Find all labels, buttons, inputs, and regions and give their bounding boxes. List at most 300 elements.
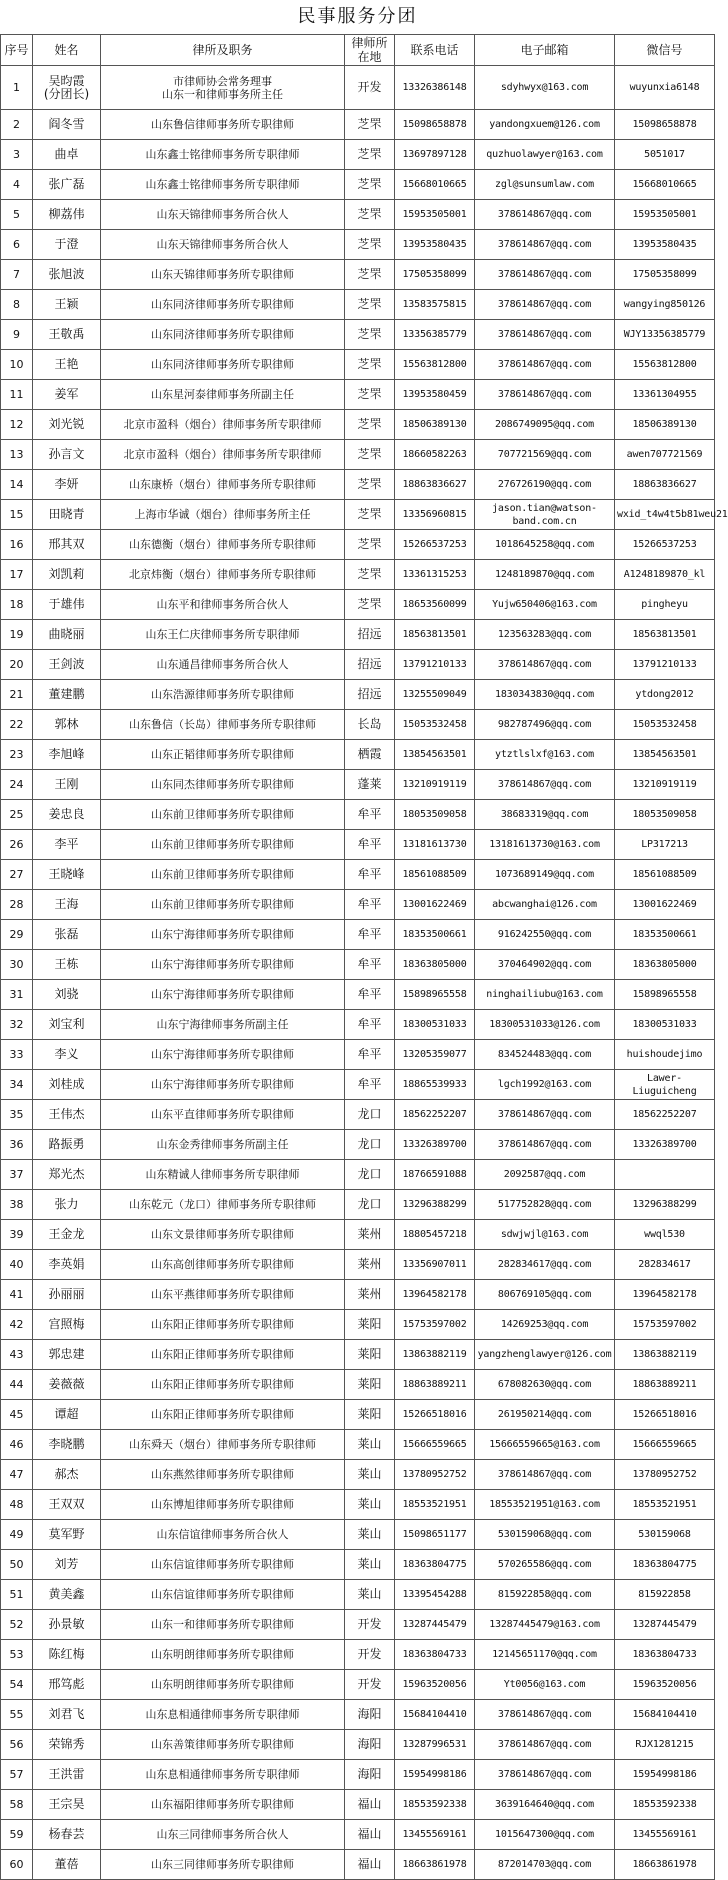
- cell-email: 378614867@qq.com: [475, 1730, 615, 1760]
- cell-no: 45: [1, 1400, 33, 1430]
- cell-no: 38: [1, 1190, 33, 1220]
- cell-location: 莱山: [345, 1580, 395, 1610]
- cell-email: 378614867@qq.com: [475, 380, 615, 410]
- cell-firm-line2: 山东一和律师事务所主任: [162, 87, 283, 101]
- cell-phone: 13697897128: [395, 140, 475, 170]
- cell-no: 22: [1, 710, 33, 740]
- cell-email: 261950214@qq.com: [475, 1400, 615, 1430]
- table-row: [1, 920, 715, 950]
- header-name: 姓名: [33, 35, 101, 66]
- cell-phone: 18053509058: [395, 800, 475, 830]
- cell-no: 39: [1, 1220, 33, 1250]
- cell-email: 707721569@qq.com: [475, 440, 615, 470]
- cell-email: 982787496@qq.com: [475, 710, 615, 740]
- cell-firm: 山东息相通律师事务所专职律师: [101, 1700, 345, 1730]
- cell-phone: 13780952752: [395, 1460, 475, 1490]
- cell-wechat: 15666559665: [615, 1430, 715, 1460]
- table-row: [1, 1580, 715, 1610]
- cell-email: ytztlslxf@163.com: [475, 740, 615, 770]
- cell-location: 芝罘: [345, 380, 395, 410]
- cell-wechat: 15963520056: [615, 1670, 715, 1700]
- cell-email: 815922858@qq.com: [475, 1580, 615, 1610]
- cell-firm: 山东阳正律师事务所专职律师: [101, 1340, 345, 1370]
- cell-name: 郝杰: [33, 1460, 101, 1490]
- cell-name: 李平: [33, 830, 101, 860]
- cell-firm: 山东博旭律师事务所专职律师: [101, 1490, 345, 1520]
- cell-email: 378614867@qq.com: [475, 1460, 615, 1490]
- cell-wechat: 13863882119: [615, 1340, 715, 1370]
- cell-phone: 18865539933: [395, 1070, 475, 1100]
- cell-phone: 13001622469: [395, 890, 475, 920]
- cell-firm: 山东三同律师事务所合伙人: [101, 1820, 345, 1850]
- cell-name: 刘宝利: [33, 1010, 101, 1040]
- cell-location: 莱阳: [345, 1370, 395, 1400]
- cell-phone: 13356385779: [395, 320, 475, 350]
- cell-phone: 15266537253: [395, 530, 475, 560]
- cell-no: 49: [1, 1520, 33, 1550]
- cell-name: 王剑波: [33, 650, 101, 680]
- cell-email: 2086749095@qq.com: [475, 410, 615, 440]
- cell-name-line1: 吴昀霞: [48, 73, 85, 88]
- cell-wechat: Lawer-Liuguicheng: [615, 1070, 715, 1100]
- cell-name: 李义: [33, 1040, 101, 1070]
- cell-location: 芝罘: [345, 410, 395, 440]
- cell-phone: 18353500661: [395, 920, 475, 950]
- cell-wechat: 15753597002: [615, 1310, 715, 1340]
- cell-firm: 山东燕然律师事务所专职律师: [101, 1460, 345, 1490]
- cell-wechat: 13287445479: [615, 1610, 715, 1640]
- cell-location: 莱山: [345, 1550, 395, 1580]
- cell-wechat: 15053532458: [615, 710, 715, 740]
- cell-phone: 18562252207: [395, 1100, 475, 1130]
- cell-location: 福山: [345, 1820, 395, 1850]
- table-row: [1, 650, 715, 680]
- cell-wechat: 282834617: [615, 1250, 715, 1280]
- cell-wechat: 13001622469: [615, 890, 715, 920]
- cell-wechat: WJY13356385779: [615, 320, 715, 350]
- cell-firm: 山东天锦律师事务所合伙人: [101, 230, 345, 260]
- table-row: [1, 1280, 715, 1310]
- cell-no: 35: [1, 1100, 33, 1130]
- cell-no: 15: [1, 500, 33, 530]
- cell-no: 33: [1, 1040, 33, 1070]
- table-row: [1, 710, 715, 740]
- cell-firm: 山东同济律师事务所专职律师: [101, 320, 345, 350]
- table-row: [1, 410, 715, 440]
- cell-email: 18300531033@126.com: [475, 1010, 615, 1040]
- cell-location: 芝罘: [345, 200, 395, 230]
- cell-location: 蓬莱: [345, 770, 395, 800]
- table-row: [1, 530, 715, 560]
- cell-firm: 山东明朗律师事务所专职律师: [101, 1670, 345, 1700]
- cell-firm: 山东明朗律师事务所专职律师: [101, 1640, 345, 1670]
- cell-phone: 13854563501: [395, 740, 475, 770]
- table-row: [1, 500, 715, 530]
- cell-wechat: 13791210133: [615, 650, 715, 680]
- cell-location: 芝罘: [345, 170, 395, 200]
- cell-name: 刘光锐: [33, 410, 101, 440]
- cell-wechat: 18863889211: [615, 1370, 715, 1400]
- cell-firm: 山东同济律师事务所专职律师: [101, 290, 345, 320]
- cell-location: 芝罘: [345, 440, 395, 470]
- cell-name: 张广磊: [33, 170, 101, 200]
- cell-wechat: 15898965558: [615, 980, 715, 1010]
- table-row: [1, 1700, 715, 1730]
- cell-no: 31: [1, 980, 33, 1010]
- cell-location: 莱州: [345, 1220, 395, 1250]
- cell-location: 莱州: [345, 1250, 395, 1280]
- cell-phone: 18653560099: [395, 590, 475, 620]
- cell-email: 678082630@qq.com: [475, 1370, 615, 1400]
- cell-no: 37: [1, 1160, 33, 1190]
- cell-location: 牟平: [345, 860, 395, 890]
- cell-firm: 山东信谊律师事务所专职律师: [101, 1550, 345, 1580]
- cell-name: 王宗昊: [33, 1790, 101, 1820]
- table-row: [1, 1610, 715, 1640]
- cell-firm: 山东宁海律师事务所专职律师: [101, 980, 345, 1010]
- cell-phone: 18805457218: [395, 1220, 475, 1250]
- cell-email: abcwanghai@126.com: [475, 890, 615, 920]
- table-row: [1, 1340, 715, 1370]
- cell-no: 3: [1, 140, 33, 170]
- cell-wechat: 18663861978: [615, 1850, 715, 1880]
- cell-phone: 15098651177: [395, 1520, 475, 1550]
- cell-phone: 13964582178: [395, 1280, 475, 1310]
- cell-email: 378614867@qq.com: [475, 1100, 615, 1130]
- cell-phone: 13953580435: [395, 230, 475, 260]
- cell-location: 莱阳: [345, 1400, 395, 1430]
- cell-no: 26: [1, 830, 33, 860]
- cell-email: 378614867@qq.com: [475, 290, 615, 320]
- cell-wechat: 15563812800: [615, 350, 715, 380]
- cell-location: 开发: [345, 1670, 395, 1700]
- cell-name: 董蓓: [33, 1850, 101, 1880]
- cell-location: 海阳: [345, 1700, 395, 1730]
- cell-phone: 18363805000: [395, 950, 475, 980]
- table-row: [1, 1310, 715, 1340]
- cell-firm: 山东前卫律师事务所专职律师: [101, 800, 345, 830]
- cell-phone: 13863882119: [395, 1340, 475, 1370]
- table-row: [1, 890, 715, 920]
- cell-email: 123563283@qq.com: [475, 620, 615, 650]
- table-row: [1, 560, 715, 590]
- cell-wechat: 13854563501: [615, 740, 715, 770]
- cell-wechat: 18300531033: [615, 1010, 715, 1040]
- cell-name: 李旭峰: [33, 740, 101, 770]
- cell-wechat: LP317213: [615, 830, 715, 860]
- cell-no: 57: [1, 1760, 33, 1790]
- cell-firm: 山东阳正律师事务所专职律师: [101, 1370, 345, 1400]
- cell-email: yangzhenglawyer@126.com: [475, 1340, 615, 1370]
- cell-phone: 13791210133: [395, 650, 475, 680]
- cell-phone: 13181613730: [395, 830, 475, 860]
- cell-location: 芝罘: [345, 500, 395, 530]
- cell-firm: 北京市盈科（烟台）律师事务所专职律师: [101, 440, 345, 470]
- table-row: [1, 66, 715, 110]
- cell-name: 孙景敏: [33, 1610, 101, 1640]
- table-row: [1, 200, 715, 230]
- cell-email: sdwjwjl@163.com: [475, 1220, 615, 1250]
- cell-name: 王栋: [33, 950, 101, 980]
- cell-no: 25: [1, 800, 33, 830]
- cell-name: 姜军: [33, 380, 101, 410]
- cell-no: 7: [1, 260, 33, 290]
- cell-wechat: 18553521951: [615, 1490, 715, 1520]
- cell-email: 12145651170@qq.com: [475, 1640, 615, 1670]
- cell-email: 378614867@qq.com: [475, 320, 615, 350]
- table-row: [1, 1070, 715, 1100]
- table-row: [1, 1640, 715, 1670]
- cell-wechat: 5051017: [615, 140, 715, 170]
- cell-email: 530159068@qq.com: [475, 1520, 615, 1550]
- cell-email: sdyhwyx@163.com: [475, 66, 615, 110]
- cell-location: 牟平: [345, 980, 395, 1010]
- cell-email: lgch1992@163.com: [475, 1070, 615, 1100]
- cell-firm: 山东信谊律师事务所合伙人: [101, 1520, 345, 1550]
- cell-wechat: 18053509058: [615, 800, 715, 830]
- cell-name: 姜薇薇: [33, 1370, 101, 1400]
- cell-name: 王双双: [33, 1490, 101, 1520]
- cell-wechat: 13964582178: [615, 1280, 715, 1310]
- cell-name: [33, 66, 101, 110]
- table-row: [1, 260, 715, 290]
- cell-phone: 13255509049: [395, 680, 475, 710]
- table-row: [1, 350, 715, 380]
- cell-firm-line1: 市律师协会常务理事: [173, 74, 272, 88]
- cell-name: 杨春芸: [33, 1820, 101, 1850]
- cell-wechat: 18363804733: [615, 1640, 715, 1670]
- cell-name: 郑光杰: [33, 1160, 101, 1190]
- cell-firm: 山东宁海律师事务所副主任: [101, 1010, 345, 1040]
- cell-wechat: 13455569161: [615, 1820, 715, 1850]
- cell-location: 开发: [345, 1640, 395, 1670]
- cell-email: zgl@sunsumlaw.com: [475, 170, 615, 200]
- header-firm: 律所及职务: [101, 35, 345, 66]
- cell-name: 刘君飞: [33, 1700, 101, 1730]
- cell-name: 姜忠良: [33, 800, 101, 830]
- cell-wechat: wuyunxia6148: [615, 66, 715, 110]
- header-phone: 联系电话: [395, 35, 475, 66]
- cell-location: 龙口: [345, 1100, 395, 1130]
- cell-phone: 13583575815: [395, 290, 475, 320]
- cell-location: 芝罘: [345, 320, 395, 350]
- cell-no: 23: [1, 740, 33, 770]
- cell-email: ninghailiubu@163.com: [475, 980, 615, 1010]
- cell-wechat: 18863836627: [615, 470, 715, 500]
- cell-firm: 山东天锦律师事务所合伙人: [101, 200, 345, 230]
- cell-wechat: 15266518016: [615, 1400, 715, 1430]
- cell-firm: 山东鑫士铭律师事务所专职律师: [101, 140, 345, 170]
- cell-no: 5: [1, 200, 33, 230]
- cell-name: 陈红梅: [33, 1640, 101, 1670]
- cell-phone: 13356907011: [395, 1250, 475, 1280]
- cell-no: 21: [1, 680, 33, 710]
- cell-location: 芝罘: [345, 230, 395, 260]
- cell-name: 邢其双: [33, 530, 101, 560]
- cell-phone: 15098658878: [395, 110, 475, 140]
- cell-email: 13181613730@163.com: [475, 830, 615, 860]
- cell-wechat: 15266537253: [615, 530, 715, 560]
- table-row: [1, 230, 715, 260]
- cell-wechat: 815922858: [615, 1580, 715, 1610]
- cell-email: 378614867@qq.com: [475, 200, 615, 230]
- cell-location: 芝罘: [345, 530, 395, 560]
- cell-name-line2: (分团长): [43, 86, 90, 101]
- cell-no: 14: [1, 470, 33, 500]
- cell-no: 32: [1, 1010, 33, 1040]
- cell-location: 芝罘: [345, 290, 395, 320]
- cell-name: 董建鹏: [33, 680, 101, 710]
- table-row: [1, 1430, 715, 1460]
- cell-email: 1248189870@qq.com: [475, 560, 615, 590]
- cell-firm: 山东正韬律师事务所专职律师: [101, 740, 345, 770]
- cell-phone: 15053532458: [395, 710, 475, 740]
- cell-location: 牟平: [345, 1010, 395, 1040]
- cell-no: 20: [1, 650, 33, 680]
- cell-name: 柳荔伟: [33, 200, 101, 230]
- cell-no: 60: [1, 1850, 33, 1880]
- cell-email: quzhuolawyer@163.com: [475, 140, 615, 170]
- cell-phone: 13953580459: [395, 380, 475, 410]
- cell-name: 李妍: [33, 470, 101, 500]
- cell-no: 18: [1, 590, 33, 620]
- cell-firm: 山东宁海律师事务所专职律师: [101, 1070, 345, 1100]
- cell-wechat: 18561088509: [615, 860, 715, 890]
- table-row: [1, 440, 715, 470]
- table-row: [1, 680, 715, 710]
- cell-firm: 山东一和律师事务所专职律师: [101, 1610, 345, 1640]
- cell-firm: 山东善策律师事务所专职律师: [101, 1730, 345, 1760]
- cell-wechat: ytdong2012: [615, 680, 715, 710]
- table-row: [1, 740, 715, 770]
- cell-no: 55: [1, 1700, 33, 1730]
- cell-email: 1073689149@qq.com: [475, 860, 615, 890]
- cell-name: 王颖: [33, 290, 101, 320]
- cell-location: 芝罘: [345, 260, 395, 290]
- cell-location: 福山: [345, 1790, 395, 1820]
- cell-wechat: 18562252207: [615, 1100, 715, 1130]
- cell-location: 芝罘: [345, 350, 395, 380]
- cell-name: 李晓鹏: [33, 1430, 101, 1460]
- cell-location: 龙口: [345, 1190, 395, 1220]
- cell-phone: 13296388299: [395, 1190, 475, 1220]
- cell-name: 荣锦秀: [33, 1730, 101, 1760]
- cell-no: 10: [1, 350, 33, 380]
- cell-name: 王伟杰: [33, 1100, 101, 1130]
- cell-wechat: 13953580435: [615, 230, 715, 260]
- cell-location: 莱山: [345, 1490, 395, 1520]
- cell-firm: 山东福阳律师事务所专职律师: [101, 1790, 345, 1820]
- cell-no: 24: [1, 770, 33, 800]
- cell-no: 40: [1, 1250, 33, 1280]
- cell-phone: 13287445479: [395, 1610, 475, 1640]
- cell-location: 芝罘: [345, 110, 395, 140]
- cell-wechat: [615, 1160, 715, 1190]
- cell-name: 于澄: [33, 230, 101, 260]
- cell-firm: 山东阳正律师事务所专职律师: [101, 1310, 345, 1340]
- cell-wechat: A1248189870_kl: [615, 560, 715, 590]
- cell-firm: 山东乾元（龙口）律师事务所专职律师: [101, 1190, 345, 1220]
- cell-email: 14269253@qq.com: [475, 1310, 615, 1340]
- cell-name: 张力: [33, 1190, 101, 1220]
- cell-phone: 13205359077: [395, 1040, 475, 1070]
- cell-firm: 山东康桥（烟台）律师事务所专职律师: [101, 470, 345, 500]
- cell-email: 872014703@qq.com: [475, 1850, 615, 1880]
- cell-name: 莫军野: [33, 1520, 101, 1550]
- cell-no: 59: [1, 1820, 33, 1850]
- cell-phone: 18863889211: [395, 1370, 475, 1400]
- cell-name: 郭忠建: [33, 1340, 101, 1370]
- cell-name: 曲卓: [33, 140, 101, 170]
- cell-no: 9: [1, 320, 33, 350]
- table-row: [1, 1190, 715, 1220]
- cell-email: 517752828@qq.com: [475, 1190, 615, 1220]
- cell-wechat: 18363804775: [615, 1550, 715, 1580]
- table-row: [1, 1820, 715, 1850]
- cell-email: 916242550@qq.com: [475, 920, 615, 950]
- cell-email: 378614867@qq.com: [475, 1700, 615, 1730]
- cell-no: 51: [1, 1580, 33, 1610]
- cell-location: 芝罘: [345, 470, 395, 500]
- cell-no: 2: [1, 110, 33, 140]
- cell-name: 黄美鑫: [33, 1580, 101, 1610]
- cell-name: 王海: [33, 890, 101, 920]
- cell-no: 43: [1, 1340, 33, 1370]
- cell-email: 1015647300@qq.com: [475, 1820, 615, 1850]
- cell-wechat: 17505358099: [615, 260, 715, 290]
- cell-location: 芝罘: [345, 140, 395, 170]
- cell-wechat: 18553592338: [615, 1790, 715, 1820]
- cell-wechat: 18506389130: [615, 410, 715, 440]
- cell-no: 27: [1, 860, 33, 890]
- cell-firm: 山东宁海律师事务所专职律师: [101, 1040, 345, 1070]
- table-row: [1, 1100, 715, 1130]
- cell-location: 牟平: [345, 830, 395, 860]
- cell-phone: 15684104410: [395, 1700, 475, 1730]
- table-header-row: [1, 35, 715, 66]
- cell-email: 378614867@qq.com: [475, 260, 615, 290]
- table-row: [1, 470, 715, 500]
- cell-email: 15666559665@163.com: [475, 1430, 615, 1460]
- cell-no: 44: [1, 1370, 33, 1400]
- cell-phone: 18363804775: [395, 1550, 475, 1580]
- cell-wechat: RJX1281215: [615, 1730, 715, 1760]
- cell-email: 18553521951@163.com: [475, 1490, 615, 1520]
- header-email: 电子邮箱: [475, 35, 615, 66]
- cell-phone: 15666559665: [395, 1430, 475, 1460]
- cell-location: 海阳: [345, 1760, 395, 1790]
- cell-no: 50: [1, 1550, 33, 1580]
- table-row: [1, 800, 715, 830]
- cell-name: 刘骁: [33, 980, 101, 1010]
- cell-firm: 山东舜天（烟台）律师事务所专职律师: [101, 1430, 345, 1460]
- cell-no: 47: [1, 1460, 33, 1490]
- table-row: [1, 620, 715, 650]
- cell-no: 58: [1, 1790, 33, 1820]
- cell-location: 芝罘: [345, 590, 395, 620]
- table-row: [1, 320, 715, 350]
- cell-no: 13: [1, 440, 33, 470]
- cell-phone: 15953505001: [395, 200, 475, 230]
- cell-phone: 15898965558: [395, 980, 475, 1010]
- cell-name: 王艳: [33, 350, 101, 380]
- table-row: [1, 290, 715, 320]
- cell-email: 834524483@qq.com: [475, 1040, 615, 1070]
- cell-location: 招远: [345, 680, 395, 710]
- cell-location: 牟平: [345, 800, 395, 830]
- cell-firm: 山东同杰律师事务所专职律师: [101, 770, 345, 800]
- cell-email: jason.tian@watson-band.com.cn: [475, 500, 615, 530]
